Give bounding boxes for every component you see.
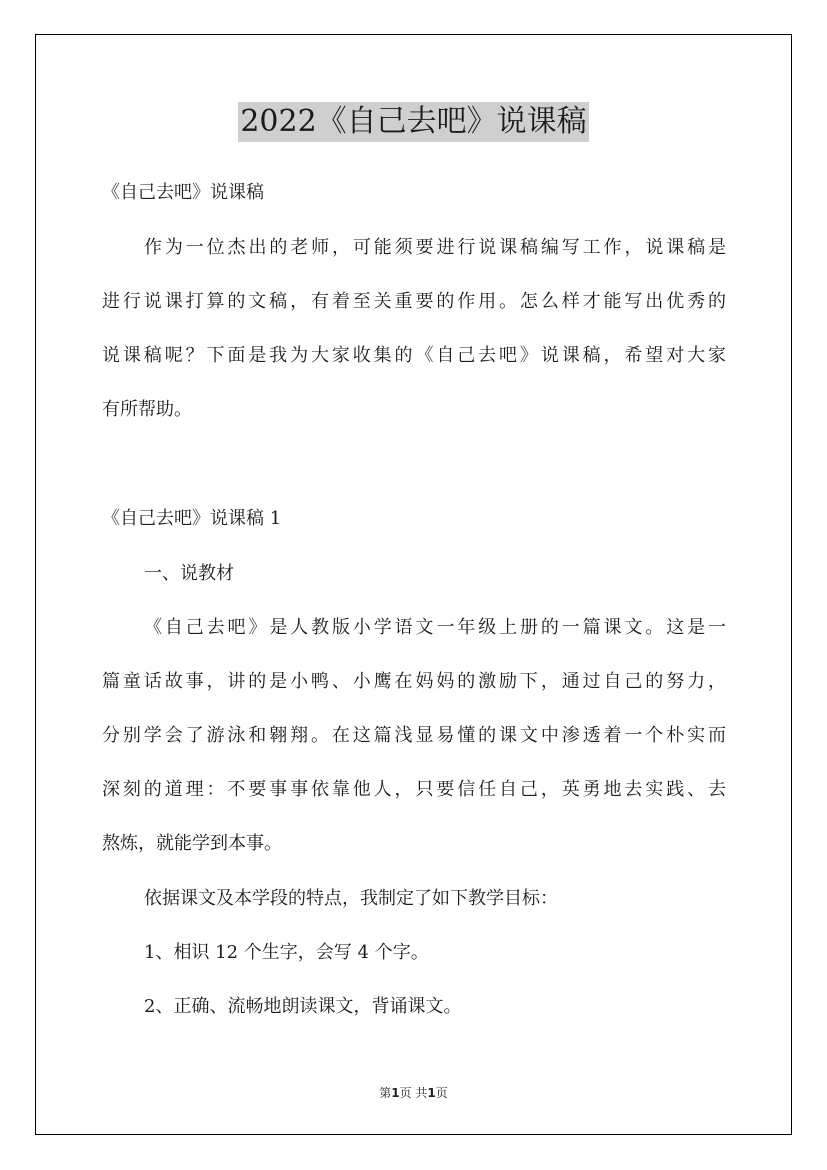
paragraph-line: 分别学会了游泳和翱翔。在这篇浅显易懂的课文中渗透着一个朴实而	[102, 725, 726, 746]
document-subtitle: 《自己去吧》说课稿	[102, 182, 264, 203]
footer-prefix: 第	[379, 1086, 392, 1100]
footer-page-number: 1	[391, 1086, 400, 1100]
intro-line: 作为一位杰出的老师，可能须要进行说课稿编写工作，说课稿是	[144, 237, 726, 258]
section-heading: 《自己去吧》说课稿 1	[102, 508, 282, 529]
intro-line: 说课稿呢？下面是我为大家收集的《自己去吧》说课稿，希望对大家	[102, 345, 726, 366]
footer-suffix: 页	[435, 1086, 448, 1100]
document-title: 2022《自己去吧》说课稿	[238, 102, 588, 142]
footer-page-total: 1	[427, 1086, 436, 1100]
paragraph-line: 篇童话故事，讲的是小鸭、小鹰在妈妈的激励下，通过自己的努力，	[102, 671, 726, 692]
sub-heading: 一、说教材	[144, 563, 234, 584]
footer-mid: 页 共	[399, 1086, 428, 1100]
paragraph-line: 深刻的道理：不要事事依靠他人，只要信任自己，英勇地去实践、去	[102, 779, 726, 800]
goals-intro: 依据课文及本学段的特点，我制定了如下教学目标：	[144, 888, 558, 909]
goal-item: 2、正确、流畅地朗读课文，背诵课文。	[144, 996, 462, 1017]
goal-item: 1、相识 12 个生字，会写 4 个字。	[144, 942, 429, 963]
paragraph-line: 《自己去吧》是人教版小学语文一年级上册的一篇课文。这是一	[144, 617, 726, 638]
intro-line: 有所帮助。	[102, 399, 192, 420]
intro-line: 进行说课打算的文稿，有着至关重要的作用。怎么样才能写出优秀的	[102, 291, 726, 312]
title-container	[0, 102, 827, 142]
paragraph-line: 熬炼，就能学到本事。	[102, 833, 282, 854]
page-footer	[0, 1084, 827, 1101]
